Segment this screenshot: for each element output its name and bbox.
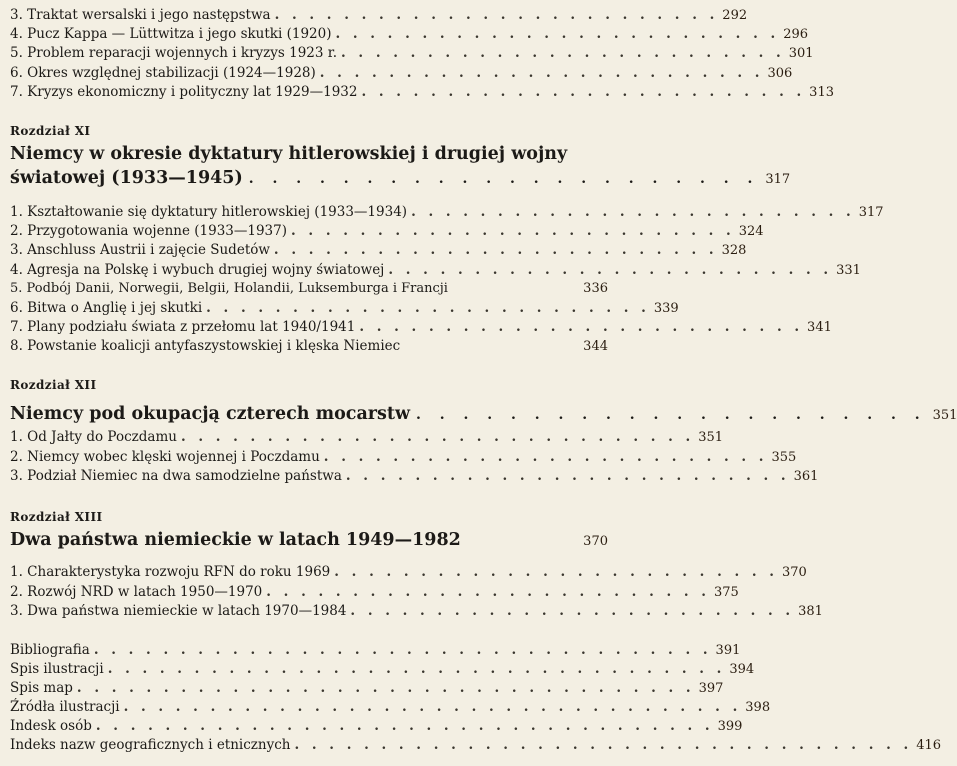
chapter-page: 370 — [583, 534, 608, 549]
toc-entry[interactable] — [10, 641, 741, 659]
entry-page: 341 — [807, 320, 832, 335]
entry-title: Bibliografia — [10, 642, 90, 658]
entry-page: 336 — [583, 281, 608, 296]
leader-dots: . . . . . . . . . . . . . . . . . . . . . . . . . . — [291, 223, 735, 239]
leader-dots: . . . . . . . . . . . . . . . . . . . . . . . . . . . . . . . . . . . . — [95, 718, 714, 734]
chapter-title: Dwa państwa niemieckie w latach 1949—1982 — [10, 530, 461, 550]
toc-entry[interactable] — [10, 6, 748, 24]
toc-entry[interactable] — [10, 25, 809, 43]
entry-title: Źródła ilustracji — [10, 699, 120, 715]
leader-dots: . . . . . . . . . . . . . . . . . . . . . . — [416, 407, 927, 423]
leader-dots: . . . . . . . . . . . . . . . . . . . . . . . . . . — [359, 319, 804, 335]
leader-dots: . . . . . . . . . . . . . . . . . . . . . . . . . . — [274, 7, 719, 23]
leader-dots: . . . . . . . . . . . . . . . . . . . . . . . . . . — [341, 45, 785, 61]
chapter-title[interactable]: Niemcy w okresie dyktatury hitlerowskiej i drugiej wojny — [10, 144, 568, 164]
toc-entry[interactable] — [10, 563, 807, 581]
chapter-title-continued[interactable] — [10, 166, 791, 192]
toc-entry[interactable] — [10, 428, 724, 446]
entry-title: 4. Pucz Kappa — Lüttwitza i jego skutki (1920) — [10, 26, 332, 42]
toc-entry[interactable] — [10, 299, 679, 317]
toc-entry[interactable] — [10, 280, 608, 298]
leader-dots: . . . . . . . . . . . . . . . . . . . . . . . . . . — [273, 242, 718, 258]
chapter-page: 351 — [932, 408, 957, 423]
leader-dots: . . . . . . . . . . . . . . . . . . . . . . . . . . — [411, 204, 855, 220]
entry-title: 3. Traktat wersalski i jego następstwa — [10, 7, 271, 23]
entry-title: 3. Podział Niemiec na dwa samodzielne państwa — [10, 468, 342, 484]
toc-entry[interactable] — [10, 717, 743, 735]
leader-dots: . . . . . . . . . . . . . . . . . . . . . . . . . . — [350, 603, 795, 619]
entry-title: Spis ilustracji — [10, 661, 104, 677]
entry-title: 7. Plany podziału świata z przełomu lat 1940/1941 — [10, 319, 356, 335]
entry-page: 391 — [715, 643, 741, 658]
entry-title: 7. Kryzys ekonomiczny i polityczny lat 1929—1932 — [10, 84, 358, 100]
leader-dots: . . . . . . . . . . . . . . . . . . . . . . . . . . — [266, 584, 710, 600]
toc-entry[interactable] — [10, 736, 942, 754]
toc-entry[interactable] — [10, 222, 764, 240]
leader-dots: . . . . . . . . . . . . . . . . . . . . . . . . . . . . . . . . . . . . — [93, 642, 712, 658]
entry-page: 344 — [583, 339, 608, 354]
chapter-title-line2: światowej (1933—1945) — [10, 168, 243, 188]
entry-page: 339 — [653, 301, 679, 316]
entry-title: 1. Kształtowanie się dyktatury hitlerowskiej (1933—1934) — [10, 204, 408, 220]
chapter-label: Rozdział XII — [10, 378, 97, 392]
entry-title: 2. Niemcy wobec klęski wojennej i Poczdamu — [10, 449, 320, 465]
leader-dots: . . . . . . . . . . . . . . . . . . . . . . . . . . — [345, 468, 790, 484]
chapter-page: 317 — [765, 172, 791, 187]
entry-title: 6. Okres względnej stabilizacji (1924—1928) — [10, 65, 316, 81]
entry-title: 6. Bitwa o Anglię i jej skutki — [10, 300, 203, 316]
leader-dots: . . . . . . . . . . . . . . . . . . . . . . . . . . — [388, 262, 833, 278]
chapter-label: Rozdział XI — [10, 124, 91, 138]
chapter-title: Niemcy pod okupacją czterech mocarstw — [10, 404, 411, 424]
leader-dots: . . . . . . . . . . . . . . . . . . . . . . . . . . — [323, 449, 768, 465]
toc-entry[interactable] — [10, 583, 739, 601]
leader-dots: . . . . . . . . . . . . . . . . . . . . . . . . . . — [335, 26, 780, 42]
toc-entry[interactable] — [10, 261, 861, 279]
entry-page: 328 — [721, 243, 747, 258]
toc-entry[interactable] — [10, 679, 724, 697]
chapter-label: Rozdział XIII — [10, 510, 103, 524]
leader-dots — [467, 529, 577, 553]
entry-title: 3. Dwa państwa niemieckie w latach 1970—1984 — [10, 603, 347, 619]
entry-page: 416 — [916, 738, 942, 753]
entry-page: 361 — [793, 469, 819, 484]
toc-entry[interactable] — [10, 660, 755, 678]
toc-entry[interactable] — [10, 318, 832, 336]
toc-entry[interactable] — [10, 203, 884, 221]
entry-title: 5. Problem reparacji wojennych i kryzys 1923 r. — [10, 45, 338, 61]
entry-title: 1. Charakterystyka rozwoju RFN do roku 1969 — [10, 564, 331, 580]
chapter-title-row[interactable] — [10, 528, 608, 554]
entry-page: 313 — [809, 85, 834, 100]
toc-entry[interactable] — [10, 602, 823, 620]
entry-page: 317 — [858, 205, 884, 220]
leader-dots: . . . . . . . . . . . . . . . . . . . . . . . . . . . . . . . . . . . . — [107, 661, 726, 677]
entry-title: 8. Powstanie koalicji antyfaszystowskiej i klęska Niemiec — [10, 338, 401, 354]
entry-title: 5. Podbój Danii, Norwegii, Belgii, Holandii, Luksemburga i Francji — [10, 281, 448, 296]
toc-entry[interactable] — [10, 44, 814, 62]
entry-page: 324 — [738, 224, 764, 239]
entry-title: 2. Rozwój NRD w latach 1950—1970 — [10, 584, 263, 600]
entry-title: Indesk osób — [10, 718, 92, 734]
leader-dots: . . . . . . . . . . . . . . . . . . . . . . — [248, 171, 760, 187]
leader-dots: . . . . . . . . . . . . . . . . . . . . . . . . . . . . . . . . . . . . — [294, 737, 913, 753]
toc-entry[interactable] — [10, 698, 771, 716]
entry-page: 381 — [798, 604, 823, 619]
toc-entry[interactable] — [10, 64, 793, 82]
leader-dots: . . . . . . . . . . . . . . . . . . . . . . . . . . — [334, 564, 778, 580]
entry-page: 296 — [783, 27, 809, 42]
entry-page: 394 — [729, 662, 755, 677]
leader-dots: . . . . . . . . . . . . . . . . . . . . . . . . . . . . . . . . . . . . — [76, 680, 695, 696]
entry-page: 375 — [713, 585, 739, 600]
leader-dots: . . . . . . . . . . . . . . . . . . . . . . . . . . — [361, 84, 806, 100]
entry-title: 1. Od Jałty do Poczdamu — [10, 429, 177, 445]
leader-dots: . . . . . . . . . . . . . . . . . . . . . . . . . . . . . . . . . . . . — [123, 699, 742, 715]
leader-dots: . . . . . . . . . . . . . . . . . . . . . . . . . . — [319, 65, 764, 81]
toc-entry[interactable] — [10, 83, 834, 101]
toc-entry[interactable] — [10, 337, 608, 355]
toc-entry[interactable] — [10, 241, 747, 259]
entry-title: 2. Przygotowania wojenne (1933—1937) — [10, 223, 288, 239]
chapter-title-row[interactable] — [10, 402, 957, 428]
entry-page: 370 — [781, 565, 807, 580]
entry-title: Spis map — [10, 680, 73, 696]
entry-title: 3. Anschluss Austrii i zajęcie Sudetów — [10, 242, 270, 258]
leader-dots: . . . . . . . . . . . . . . . . . . . . . . . . . . . . . . — [180, 429, 695, 445]
entry-page: 355 — [771, 450, 797, 465]
entry-page: 292 — [722, 8, 748, 23]
entry-page: 398 — [745, 700, 771, 715]
toc-entry[interactable] — [10, 467, 819, 485]
entry-page: 331 — [836, 263, 861, 278]
entry-title: Indeks nazw geograficznych i etnicznych — [10, 737, 291, 753]
leader-dots: . . . . . . . . . . . . . . . . . . . . . . . . . . — [206, 300, 650, 316]
entry-page: 399 — [717, 719, 743, 734]
entry-page: 301 — [788, 46, 814, 61]
entry-title: 4. Agresja na Polskę i wybuch drugiej wojny światowej — [10, 262, 385, 278]
entry-page: 397 — [698, 681, 724, 696]
entry-page: 306 — [767, 66, 793, 81]
toc-entry[interactable] — [10, 448, 797, 466]
entry-page: 351 — [698, 430, 724, 445]
